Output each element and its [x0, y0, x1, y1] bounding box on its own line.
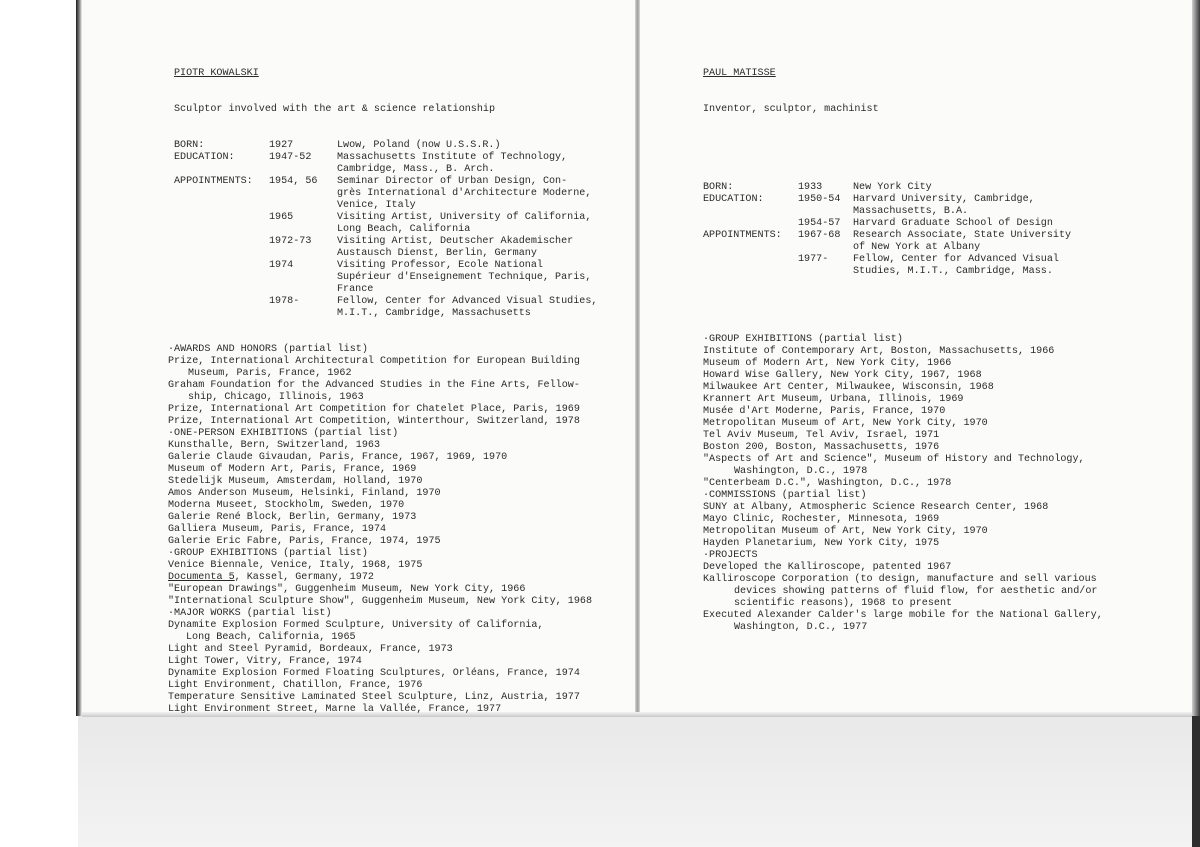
project-item: devices showing patterns of fluid flow, for aesthetic and/or — [734, 586, 1098, 597]
project-item: Kalliroscope Corporation (to design, manufacture and sell various — [703, 574, 1097, 585]
bio-row — [174, 296, 598, 308]
bio-label: EDUCATION: — [174, 152, 235, 163]
bio-detail: Seminar Director of Urban Design, Con- — [337, 176, 568, 187]
bio-detail: M.I.T., Cambridge, Massachusetts — [337, 308, 531, 319]
bio-label: BORN: — [703, 182, 734, 193]
work-item: Dynamite Explosion Formed Sculpture, University of California, — [168, 620, 544, 631]
bio-row — [174, 212, 592, 224]
bio-year: 1974 — [269, 260, 294, 271]
bio-year: 1972-73 — [269, 236, 312, 247]
bio-year: 1977- — [798, 254, 829, 265]
bio-detail: Fellow, Center for Advanced Visual — [853, 254, 1059, 265]
bio-row — [174, 260, 592, 272]
award-item: ship, Chicago, Illinois, 1963 — [188, 392, 364, 403]
bio-row — [703, 206, 1103, 218]
exhibition-detail: , Kassel, Germany, 1972 — [234, 572, 374, 583]
bio-row — [703, 194, 1103, 206]
scan-margin — [0, 0, 78, 847]
project-item: Developed the Kalliroscope, patented 1967 — [703, 562, 952, 573]
bio-row — [703, 266, 1103, 278]
award-item: Museum, Paris, France, 1962 — [188, 368, 352, 379]
bio-year: 1954, 56 — [269, 176, 318, 187]
award-item: Prize, International Architectural Competition for European Building — [168, 356, 580, 367]
section-heading: ·MAJOR WORKS (partial list) — [168, 608, 332, 619]
bio-row — [174, 272, 592, 284]
matisse-entry — [703, 44, 1103, 658]
bio-table — [174, 140, 598, 320]
bio-detail: of New York at Albany — [853, 242, 981, 253]
bio-year: 1950-54 — [798, 194, 841, 205]
section-heading: ·COMMISSIONS (partial list) — [703, 490, 867, 501]
documenta-title: Documenta 5 — [168, 572, 235, 583]
exhibition-item — [168, 572, 592, 584]
work-item: Long Beach, California, 1965 — [186, 632, 356, 643]
work-item: Light Environment, Chatillon, France, 1976 — [168, 680, 423, 691]
scan-corner — [1192, 716, 1200, 847]
section-heading: ·GROUP EXHIBITIONS (partial list) — [168, 548, 368, 559]
bio-detail: Cambridge, Mass., B. Arch. — [337, 164, 495, 175]
bio-detail: grès International d'Architecture Moderne, — [337, 188, 592, 199]
exhibition-item: Amos Anderson Museum, Helsinki, Finland, 1970 — [168, 488, 441, 499]
exhibition-item: Stedelijk Museum, Amsterdam, Holland, 1970 — [168, 476, 423, 487]
exhibition-item: Galerie Eric Fabre, Paris, France, 1974, 1975 — [168, 536, 441, 547]
bio-row — [174, 188, 592, 200]
bio-year: 1967-68 — [798, 230, 841, 241]
bio-detail: Visiting Artist, University of California, — [337, 212, 592, 223]
artist-subtitle: Inventor, sculptor, machinist — [703, 104, 879, 115]
artist-name: PIOTR KOWALSKI — [174, 68, 259, 79]
bio-detail: Research Associate, State University — [853, 230, 1072, 241]
exhibition-item: Milwaukee Art Center, Milwaukee, Wisconsin, 1968 — [703, 382, 994, 393]
bio-row — [174, 224, 592, 236]
bio-row — [174, 176, 592, 188]
commission-item: Metropolitan Museum of Art, New York City, 1970 — [703, 526, 988, 537]
bio-detail: New York City — [853, 182, 932, 193]
exhibition-item: Metropolitan Museum of Art, New York City, 1970 — [703, 418, 988, 429]
bio-label: APPOINTMENTS: — [174, 176, 253, 187]
commission-item: Hayden Planetarium, New York City, 1975 — [703, 538, 940, 549]
project-item: Washington, D.C., 1977 — [734, 622, 868, 633]
exhibition-item: Galerie René Block, Berlin, Germany, 1973 — [168, 512, 417, 523]
bio-detail: Studies, M.I.T., Cambridge, Mass. — [853, 266, 1053, 277]
exhibition-item: Tel Aviv Museum, Tel Aviv, Israel, 1971 — [703, 430, 940, 441]
work-item: Light Environment Street, Marne la Vallée, France, 1977 — [168, 704, 502, 715]
bio-year: 1933 — [798, 182, 823, 193]
exhibition-item: Krannert Art Museum, Urbana, Illinois, 1969 — [703, 394, 964, 405]
bio-row — [703, 254, 1103, 266]
cv-sections — [168, 344, 592, 716]
bio-year: 1978- — [269, 296, 300, 307]
exhibition-item: "Aspects of Art and Science", Museum of History and Technology, — [703, 454, 1085, 465]
work-item: Light and Steel Pyramid, Bordeaux, France, 1973 — [168, 644, 453, 655]
exhibition-item: "Centerbeam D.C.", Washington, D.C., 1978 — [703, 478, 952, 489]
exhibition-item: Galerie Claude Givaudan, Paris, France, 1967, 1969, 1970 — [168, 452, 508, 463]
commission-item: Mayo Clinic, Rochester, Minnesota, 1969 — [703, 514, 940, 525]
bio-row — [174, 200, 592, 212]
bio-row — [174, 164, 592, 176]
bio-row — [174, 284, 592, 296]
bio-detail: Lwow, Poland (now U.S.S.R.) — [337, 140, 501, 151]
section-heading: ·PROJECTS — [703, 550, 758, 561]
bio-row — [703, 218, 1103, 230]
bio-detail: Massachusetts Institute of Technology, — [337, 152, 568, 163]
bio-row — [174, 236, 592, 248]
section-heading: ·AWARDS AND HONORS (partial list) — [168, 344, 368, 355]
artist-subtitle: Sculptor involved with the art & science relationship — [174, 104, 496, 115]
award-item: Prize, International Art Competition, Winterthour, Switzerland, 1978 — [168, 416, 580, 427]
bio-detail: Visiting Professor, Ecole National — [337, 260, 543, 271]
award-item: Graham Foundation for the Advanced Studies in the Fine Arts, Fellow- — [168, 380, 580, 391]
bio-year: 1927 — [269, 140, 294, 151]
exhibition-item: Galliera Museum, Paris, France, 1974 — [168, 524, 387, 535]
bio-row — [703, 182, 1103, 194]
bio-row — [174, 152, 592, 164]
bio-label: EDUCATION: — [703, 194, 764, 205]
project-item: scientific reasons), 1968 to present — [734, 598, 953, 609]
exhibition-item: Museum of Modern Art, New York City, 1966 — [703, 358, 952, 369]
bio-table — [703, 182, 1103, 278]
bio-row — [174, 308, 592, 320]
bio-row — [174, 140, 592, 152]
exhibition-item: Musée d'Art Moderne, Paris, France, 1970 — [703, 406, 946, 417]
bio-year: 1947-52 — [269, 152, 312, 163]
bio-detail: Massachusetts, B.A. — [853, 206, 969, 217]
bio-year: 1965 — [269, 212, 294, 223]
bio-detail: Fellow, Center for Advanced Visual Studies, — [337, 296, 598, 307]
bio-detail: Supérieur d'Enseignement Technique, Paris, — [337, 272, 592, 283]
bio-detail: France — [337, 284, 374, 295]
exhibition-item: "International Sculpture Show", Guggenheim Museum, New York City, 1968 — [168, 596, 593, 607]
work-item: Dynamite Explosion Formed Floating Sculptures, Orléans, France, 1974 — [168, 668, 580, 679]
work-item: Temperature Sensitive Laminated Steel Sculpture, Linz, Austria, 1977 — [168, 692, 580, 703]
bio-detail: Austausch Dienst, Berlin, Germany — [337, 248, 537, 259]
scan-shadow-right — [1192, 0, 1200, 716]
exhibition-item: Venice Biennale, Venice, Italy, 1968, 1975 — [168, 560, 423, 571]
bio-detail: Harvard Graduate School of Design — [853, 218, 1053, 229]
bio-detail: Venice, Italy — [337, 200, 416, 211]
bio-label: APPOINTMENTS: — [703, 230, 782, 241]
bio-detail: Visiting Artist, Deutscher Akademischer — [337, 236, 574, 247]
project-item: Executed Alexander Calder's large mobile for the National Gallery, — [703, 610, 1103, 621]
work-item: Light Tower, Vitry, France, 1974 — [168, 656, 362, 667]
exhibition-item: Moderna Museet, Stockholm, Sweden, 1970 — [168, 500, 405, 511]
exhibition-item: Howard Wise Gallery, New York City, 1967, 1968 — [703, 370, 982, 381]
artist-name: PAUL MATISSE — [703, 68, 776, 79]
bio-detail: Harvard University, Cambridge, — [853, 194, 1035, 205]
exhibition-item: Kunsthalle, Bern, Switzerland, 1963 — [168, 440, 381, 451]
exhibition-item: Institute of Contemporary Art, Boston, Massachusetts, 1966 — [703, 346, 1055, 357]
section-heading: ·ONE-PERSON EXHIBITIONS (partial list) — [168, 428, 399, 439]
exhibition-item: "European Drawings", Guggenheim Museum, New York City, 1966 — [168, 584, 526, 595]
section-heading: ·GROUP EXHIBITIONS (partial list) — [703, 334, 903, 345]
exhibition-item: Washington, D.C., 1978 — [734, 466, 868, 477]
exhibition-item: Boston 200, Boston, Massachusetts, 1976 — [703, 442, 940, 453]
bio-year: 1954-57 — [798, 218, 841, 229]
cv-sections — [703, 334, 1103, 634]
bio-row — [174, 248, 592, 260]
commission-item: SUNY at Albany, Atmospheric Science Research Center, 1968 — [703, 502, 1049, 513]
bio-detail: Long Beach, California — [337, 224, 471, 235]
kowalski-entry — [168, 44, 598, 740]
bio-row — [703, 230, 1103, 242]
bio-label: BORN: — [174, 140, 205, 151]
exhibition-item: Museum of Modern Art, Paris, France, 1969 — [168, 464, 417, 475]
bio-row — [703, 242, 1103, 254]
award-item: Prize, International Art Competition for Chatelet Place, Paris, 1969 — [168, 404, 580, 415]
